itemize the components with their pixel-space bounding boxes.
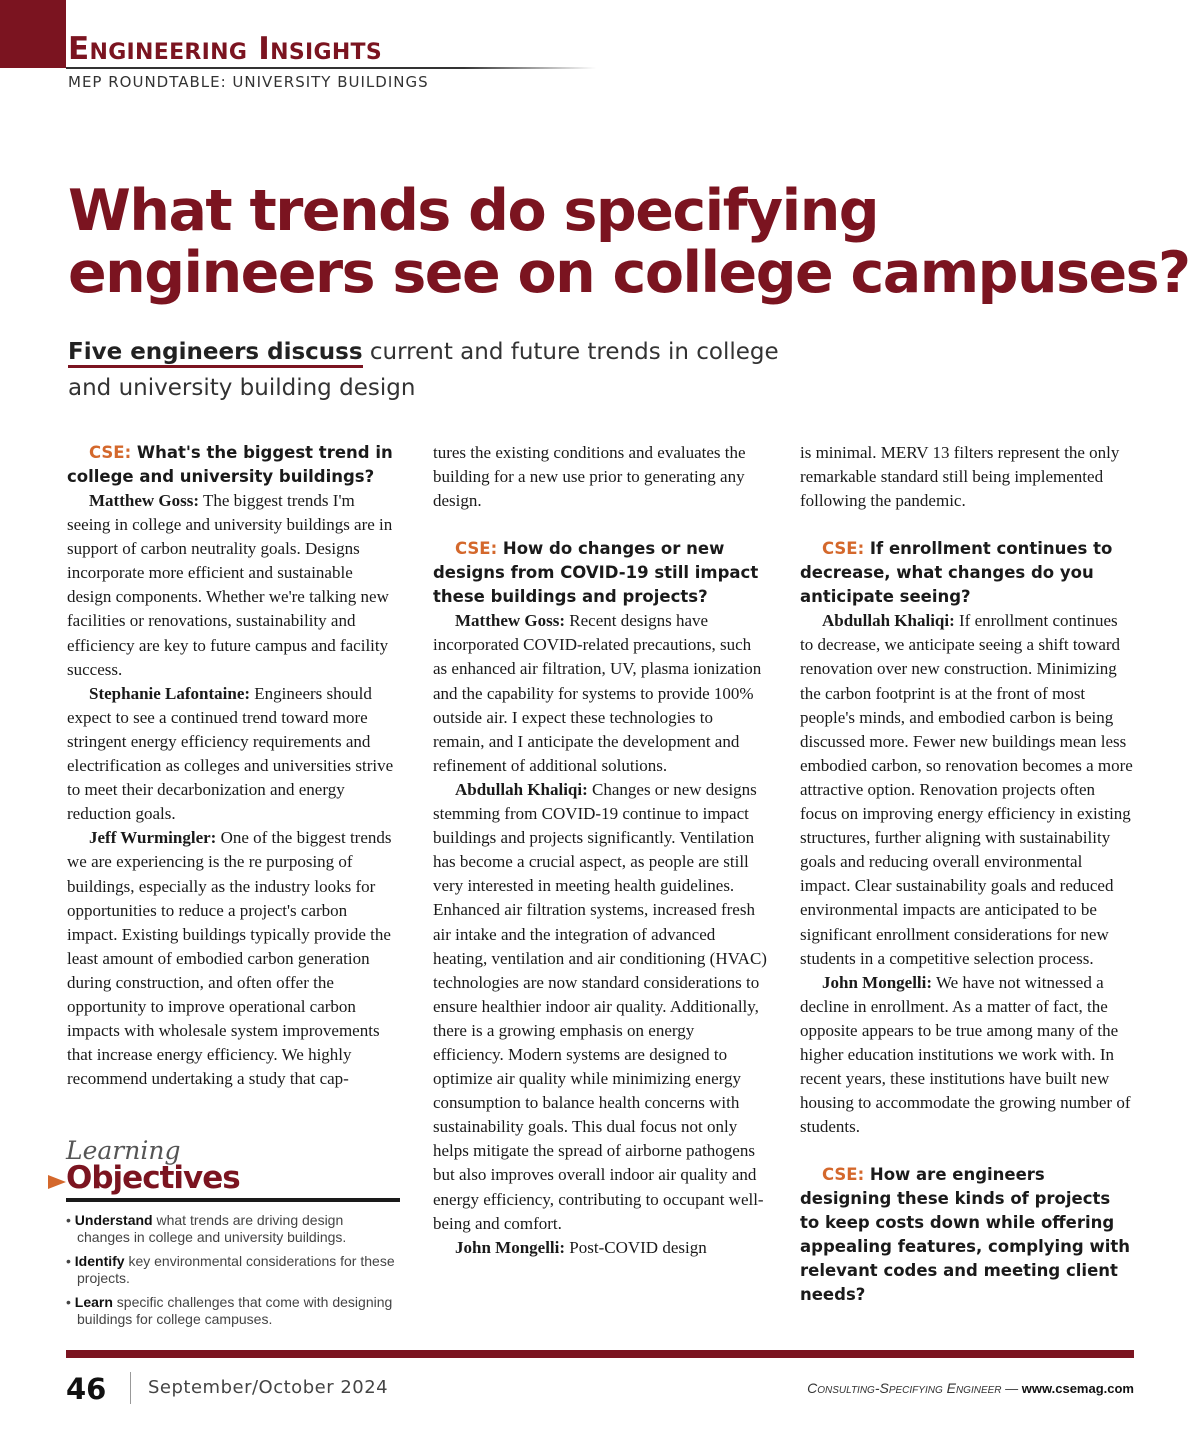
cse-label: CSE: bbox=[89, 443, 132, 462]
objective-item: • Understand what trends are driving design changes in college and university buildings. bbox=[66, 1212, 347, 1245]
question-1: CSE: What's the biggest trend in college and university buildings? bbox=[67, 443, 393, 486]
article-column-3 bbox=[800, 441, 1134, 1307]
objectives-label: Objectives bbox=[66, 1160, 240, 1196]
objectives-rule bbox=[66, 1198, 400, 1202]
arrow-icon bbox=[48, 1175, 66, 1189]
question-2: CSE: How do changes or new designs from COVID-19 still impact these buildings and projects? bbox=[433, 539, 759, 607]
answer-paragraph: John Mongelli: We have not witnessed a decline in enrollment. As a matter of fact, the opposite appears to be true among many of the higher education institutions we work with. In recent years, these institutions have built new housing to accommodate the growing number of students. bbox=[800, 972, 1131, 1137]
magazine-name: Consulting-Specifying Engineer bbox=[807, 1380, 1002, 1396]
answer-paragraph: Jeff Wurmingler: One of the biggest trends we are experiencing is the re purposing of buildings, especially as the industry looks for opportunities to reduce a project's carbon impact. Existing buildings typically provide the least amount of embodied carbon generation during construction, and often offer the opportunity to improve operational carbon impacts with wholesale system improvements that increase energy efficiency. We highly recommend undertaking a study that cap- bbox=[67, 828, 392, 1089]
question-3: CSE: If enrollment continues to decrease, what changes do you anticipate seeing? bbox=[800, 539, 1113, 607]
magazine-url: www.csemag.com bbox=[1021, 1381, 1134, 1396]
cse-label: CSE: bbox=[455, 539, 498, 559]
cse-label: CSE: bbox=[822, 1165, 865, 1185]
page-number: 46 bbox=[66, 1372, 107, 1406]
speaker-name: Matthew Goss: bbox=[455, 611, 566, 631]
magazine-credit: Consulting-Specifying Engineer — www.csemag.com bbox=[807, 1380, 1134, 1396]
learning-label: Learning bbox=[66, 1136, 181, 1165]
answer-paragraph: Abdullah Khaliqi: Changes or new designs stemming from COVID-19 continue to impact buildings and projects significantly. Ventilation has become a crucial aspect, as people are still very interested in meeting health guidelines. Enhanced air filtration systems, increased fresh air intake and the integration of advanced heating, ventilation and air conditioning (HVAC) technologies are now standard considerations to ensure healthier indoor air quality. Additionally, there is a growing emphasis on energy efficiency. Modern systems are designed to optimize air quality while minimizing energy consumption to balance health concerns with sustainability goals. This dual focus not only helps mitigate the spread of airborne pathogens but also improves overall indoor air quality and energy efficiency, contributing to occupant well-being and comfort. bbox=[433, 779, 767, 1233]
speaker-name: Jeff Wurmingler: bbox=[89, 828, 217, 848]
deck-rest-1: current and future trends in college bbox=[362, 339, 779, 365]
speaker-name: Matthew Goss: bbox=[89, 491, 200, 510]
headline-line-1: What trends do specifying bbox=[68, 178, 879, 244]
answer-paragraph: Matthew Goss: The biggest trends I'm seeing in college and university buildings are in support of carbon neutrality goals. Designs incorporate more efficient and sustainable design components. Whether we're talking new facilities or renovations, sustainability and efficiency are key to future campus and facility success. bbox=[67, 491, 393, 679]
section-subtitle: MEP ROUNDTABLE: UNIVERSITY BUILDINGS bbox=[68, 73, 429, 91]
corner-accent-bar bbox=[0, 0, 66, 68]
speaker-name: John Mongelli: bbox=[455, 1237, 566, 1257]
objective-item: • Learn specific challenges that come with designing buildings for college campuses. bbox=[66, 1294, 393, 1327]
answer-continuation: tures the existing conditions and evaluates the building for a new use prior to generating any design. bbox=[433, 443, 746, 511]
article-deck bbox=[68, 334, 888, 406]
section-rule bbox=[66, 67, 596, 69]
speaker-name: Abdullah Khaliqi: bbox=[455, 779, 588, 799]
objective-item: • Identify key environmental considerations for these projects. bbox=[66, 1253, 395, 1286]
article-column-1 bbox=[67, 441, 400, 1091]
speaker-name: Stephanie Lafontaine: bbox=[89, 683, 251, 703]
answer-paragraph: John Mongelli: Post-COVID design bbox=[455, 1237, 707, 1257]
deck-lead: Five engineers discuss bbox=[68, 339, 363, 368]
speaker-name: Abdullah Khaliqi: bbox=[822, 611, 955, 631]
section-title: Engineering Insights bbox=[68, 31, 382, 67]
article-headline bbox=[68, 178, 1190, 306]
footer-rule bbox=[66, 1350, 1134, 1358]
headline-line-2: engineers see on college campuses? bbox=[68, 240, 1190, 306]
article-column-2 bbox=[433, 441, 768, 1260]
cse-label: CSE: bbox=[822, 539, 865, 559]
footer-divider bbox=[130, 1372, 131, 1404]
answer-paragraph: Matthew Goss: Recent designs have incorporated COVID-related precautions, such as enhanced air filtration, UV, plasma ionization and the capability for systems to provide 100% outside air. I expect these technologies to remain, and I anticipate the development and refinement of additional solutions. bbox=[433, 611, 762, 775]
speaker-name: John Mongelli: bbox=[822, 972, 933, 992]
question-4: CSE: How are engineers designing these kinds of projects to keep costs down while offering appealing features, complying with relevant codes and meeting client needs? bbox=[800, 1165, 1131, 1305]
answer-continuation: is minimal. MERV 13 filters represent the only remarkable standard still being implemented following the pandemic. bbox=[800, 443, 1120, 511]
answer-paragraph: Stephanie Lafontaine: Engineers should expect to see a continued trend toward more stringent energy efficiency requirements and electrification as colleges and universities strive to meet their decarbonization and energy reduction goals. bbox=[67, 683, 394, 824]
deck-rest-2: and university building design bbox=[68, 375, 416, 401]
answer-paragraph: Abdullah Khaliqi: If enrollment continues to decrease, we anticipate seeing a shift toward renovation over new construction. Minimizing the carbon footprint is at the front of most people's minds, and embodied carbon is being discussed more. Fewer new buildings mean less embodied carbon, so renovation becomes a more attractive option. Renovation projects often focus on improving energy efficiency in existing structures, further aligning with sustainability goals and reducing overall environmental impact. Clear sustainability goals and reduced environmental impacts are anticipated to be significant enrollment considerations for new students in a competitive selection process. bbox=[800, 611, 1133, 968]
issue-date: September/October 2024 bbox=[148, 1377, 389, 1398]
objectives-list bbox=[66, 1212, 400, 1335]
